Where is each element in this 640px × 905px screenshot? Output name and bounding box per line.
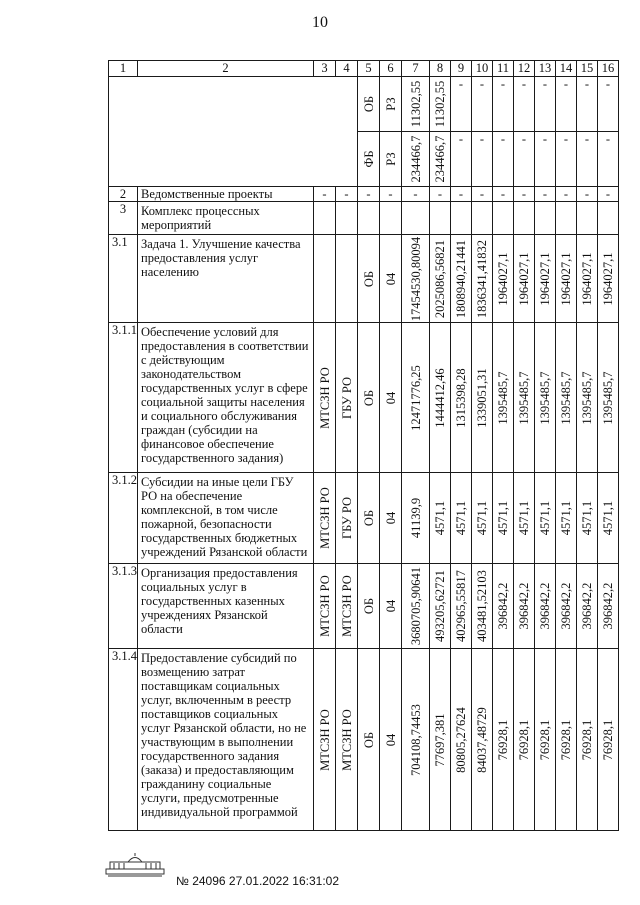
- header-row: [109, 61, 619, 77]
- dash-cell: -: [598, 187, 619, 202]
- executor-cell: [314, 235, 336, 323]
- dash-cell: -: [451, 187, 472, 202]
- section-code-cell: РЗ: [380, 77, 402, 132]
- value-cell: 1395485,7: [493, 323, 514, 473]
- budget-source-cell: ОБ: [358, 473, 380, 564]
- section-code-cell: 04: [380, 564, 402, 649]
- dash-cell: -: [430, 187, 451, 202]
- header-cell: 7: [402, 61, 430, 77]
- dash-cell: -: [472, 132, 493, 187]
- executor-cell: МТСЗН РО: [314, 323, 336, 473]
- value-cell: 396842,2: [556, 564, 577, 649]
- dash-cell: -: [577, 187, 598, 202]
- section-code-cell: 04: [380, 235, 402, 323]
- header-cell: 5: [358, 61, 380, 77]
- row-description: Задача 1. Улучшение качества предоставления услуг населению: [138, 235, 314, 323]
- value-cell: 4571,1: [535, 473, 556, 564]
- blank-cell: [109, 132, 358, 187]
- header-cell: 12: [514, 61, 535, 77]
- value-cell: 1964027,1: [535, 235, 556, 323]
- header-cell: 10: [472, 61, 493, 77]
- value-cell: 41139,9: [402, 473, 430, 564]
- value-cell: 4571,1: [577, 473, 598, 564]
- dash-cell: -: [472, 77, 493, 132]
- executor-cell: МТСЗН РО: [314, 473, 336, 564]
- dash-cell: -: [556, 187, 577, 202]
- value-cell: 396842,2: [598, 564, 619, 649]
- budget-source-cell: ОБ: [358, 649, 380, 831]
- header-cell: 11: [493, 61, 514, 77]
- row-description: Ведомственные проекты: [138, 187, 314, 202]
- table-row: [109, 473, 619, 564]
- value-cell: 76928,1: [535, 649, 556, 831]
- dash-cell: -: [336, 187, 358, 202]
- section-code-cell: 04: [380, 473, 402, 564]
- header-cell: 13: [535, 61, 556, 77]
- executor-cell: [336, 235, 358, 323]
- value-cell: 1395485,7: [535, 323, 556, 473]
- value-cell: 493205,62721: [430, 564, 451, 649]
- table-row: [109, 323, 619, 473]
- value-cell: 76928,1: [514, 649, 535, 831]
- value-cell: 2025086,56821: [430, 235, 451, 323]
- value-cell: 4571,1: [472, 473, 493, 564]
- value-cell: 402965,55817: [451, 564, 472, 649]
- value-cell: 80805,27624: [451, 649, 472, 831]
- value-cell: 704108,74453: [402, 649, 430, 831]
- dash-cell: -: [314, 187, 336, 202]
- value-cell: 4571,1: [493, 473, 514, 564]
- header-cell: 16: [598, 61, 619, 77]
- executor-cell: ГБУ РО: [336, 473, 358, 564]
- dash-cell: -: [451, 132, 472, 187]
- budget-source-cell: ОБ: [358, 323, 380, 473]
- government-emblem-icon: [104, 852, 166, 878]
- page-number: 10: [312, 14, 328, 31]
- dash-cell: -: [577, 77, 598, 132]
- registration-stamp: № 24096 27.01.2022 16:31:02: [176, 874, 340, 888]
- value-cell: 77697,381: [430, 649, 451, 831]
- budget-source-cell: ОБ: [358, 564, 380, 649]
- value-cell: 1339051,31: [472, 323, 493, 473]
- dash-cell: -: [402, 187, 430, 202]
- dash-cell: -: [598, 77, 619, 132]
- value-cell: 234466,7: [430, 132, 451, 187]
- dash-cell: -: [493, 77, 514, 132]
- value-cell: 1836341,41832: [472, 235, 493, 323]
- row-number: 3: [109, 202, 138, 235]
- value-cell: 396842,2: [535, 564, 556, 649]
- section-code-cell: 04: [380, 323, 402, 473]
- header-cell: 8: [430, 61, 451, 77]
- executor-cell: МТСЗН РО: [336, 649, 358, 831]
- dash-cell: -: [451, 77, 472, 132]
- value-cell: 1444412,46: [430, 323, 451, 473]
- value-cell: 1395485,7: [514, 323, 535, 473]
- value-cell: 1395485,7: [556, 323, 577, 473]
- value-cell: 1964027,1: [598, 235, 619, 323]
- budget-source-cell: ФБ: [358, 132, 380, 187]
- value-cell: 1964027,1: [577, 235, 598, 323]
- dash-cell: -: [514, 77, 535, 132]
- table-row: [109, 235, 619, 323]
- dash-cell: -: [535, 132, 556, 187]
- value-cell: 3680705,90641: [402, 564, 430, 649]
- value-cell: 76928,1: [598, 649, 619, 831]
- budget-table: [108, 60, 619, 831]
- dash-cell: -: [493, 187, 514, 202]
- value-cell: 396842,2: [514, 564, 535, 649]
- value-cell: 4571,1: [451, 473, 472, 564]
- dash-cell: -: [358, 187, 380, 202]
- dash-cell: -: [598, 132, 619, 187]
- table-row: [109, 202, 619, 235]
- header-cell: 2: [138, 61, 314, 77]
- row-number: 3.1: [109, 235, 138, 323]
- dash-cell: -: [472, 187, 493, 202]
- header-cell: 3: [314, 61, 336, 77]
- value-cell: 403481,52103: [472, 564, 493, 649]
- blank-cell: [109, 77, 358, 132]
- value-cell: 4571,1: [556, 473, 577, 564]
- header-cell: 6: [380, 61, 402, 77]
- header-cell: 1: [109, 61, 138, 77]
- value-cell: 76928,1: [556, 649, 577, 831]
- row-description: Предоставление субсидий по возмещению затрат поставщикам социальных услуг, включенным в реестр поставщиков социальных услуг Рязанской области, но не участвующим в выполнении государственного задания (заказа) и предоставляющим гражданину социальные услуги, предусмотренные индивидуальной программой: [138, 649, 314, 831]
- section-code-cell: 04: [380, 649, 402, 831]
- dash-cell: -: [514, 187, 535, 202]
- value-cell: 1964027,1: [493, 235, 514, 323]
- value-cell: 1395485,7: [598, 323, 619, 473]
- budget-source-cell: ОБ: [358, 77, 380, 132]
- executor-cell: МТСЗН РО: [336, 564, 358, 649]
- value-cell: 11302,55: [402, 77, 430, 132]
- value-cell: 4571,1: [598, 473, 619, 564]
- value-cell: 1964027,1: [514, 235, 535, 323]
- row-number: 3.1.2: [109, 473, 138, 564]
- row-description: Комплекс процессных мероприятий: [138, 202, 314, 235]
- header-cell: 14: [556, 61, 577, 77]
- dash-cell: -: [556, 132, 577, 187]
- executor-cell: МТСЗН РО: [314, 564, 336, 649]
- value-cell: 11302,55: [430, 77, 451, 132]
- value-cell: 1964027,1: [556, 235, 577, 323]
- value-cell: 4571,1: [514, 473, 535, 564]
- value-cell: 84037,48729: [472, 649, 493, 831]
- table-row: [109, 77, 619, 132]
- dash-cell: -: [380, 187, 402, 202]
- value-cell: 1395485,7: [577, 323, 598, 473]
- table-row: [109, 564, 619, 649]
- dash-cell: -: [535, 187, 556, 202]
- dash-cell: -: [556, 77, 577, 132]
- dash-cell: -: [577, 132, 598, 187]
- table-row: [109, 649, 619, 831]
- value-cell: 12471776,25: [402, 323, 430, 473]
- header-cell: 15: [577, 61, 598, 77]
- value-cell: 396842,2: [577, 564, 598, 649]
- budget-source-cell: ОБ: [358, 235, 380, 323]
- value-cell: 396842,2: [493, 564, 514, 649]
- table-row: [109, 187, 619, 202]
- dash-cell: -: [535, 77, 556, 132]
- value-cell: 17454530,80094: [402, 235, 430, 323]
- dash-cell: -: [493, 132, 514, 187]
- executor-cell: ГБУ РО: [336, 323, 358, 473]
- value-cell: 1808940,21441: [451, 235, 472, 323]
- value-cell: 4571,1: [430, 473, 451, 564]
- table-row: [109, 132, 619, 187]
- row-number: 3.1.3: [109, 564, 138, 649]
- header-cell: 9: [451, 61, 472, 77]
- row-number: 2: [109, 187, 138, 202]
- row-description: Обеспечение условий для предоставления в соответствии с действующим законодательством государственных услуг в сфере социальной защиты населения и социального обслуживания граждан (субсидии на финансовое обеспечение государственного задания): [138, 323, 314, 473]
- value-cell: 76928,1: [577, 649, 598, 831]
- row-number: 3.1.4: [109, 649, 138, 831]
- header-cell: 4: [336, 61, 358, 77]
- value-cell: 1315398,28: [451, 323, 472, 473]
- row-number: 3.1.1: [109, 323, 138, 473]
- row-description: Организация предоставления социальных услуг в государственных казенных учреждениях Рязанской области: [138, 564, 314, 649]
- section-code-cell: РЗ: [380, 132, 402, 187]
- dash-cell: -: [514, 132, 535, 187]
- executor-cell: МТСЗН РО: [314, 649, 336, 831]
- value-cell: 234466,7: [402, 132, 430, 187]
- row-description: Субсидии на иные цели ГБУ РО на обеспечение комплексной, в том числе пожарной, безопасности государственных бюджетных учреждений Рязанской области: [138, 473, 314, 564]
- value-cell: 76928,1: [493, 649, 514, 831]
